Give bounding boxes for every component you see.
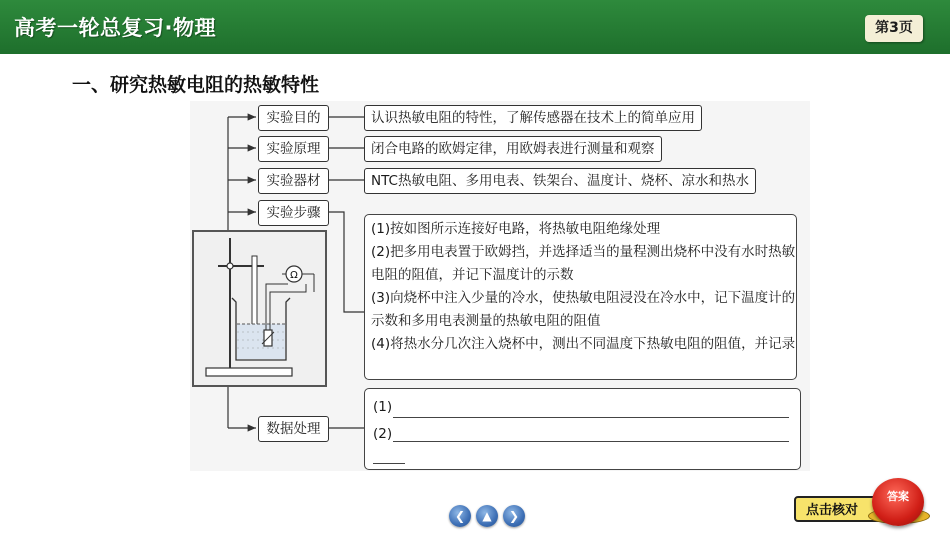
answer-button[interactable] [872, 478, 924, 526]
ohm-symbol: Ω [290, 270, 298, 281]
answer-label: 答案 [887, 490, 909, 503]
label-principle: 实验原理 [258, 136, 329, 162]
data-processing-content [364, 388, 801, 470]
answer-blank-line [393, 441, 789, 442]
label-equipment: 实验器材 [258, 168, 329, 194]
label-purpose: 实验目的 [258, 105, 329, 131]
label-steps: 实验步骤 [258, 200, 329, 226]
experiment-figure [190, 101, 810, 471]
section-title: 一、研究热敏电阻的热敏特性 [72, 74, 320, 96]
apparatus-diagram [192, 230, 327, 387]
page-number-badge: 第3页 [865, 15, 923, 42]
course-title: 高考一轮总复习·物理 [14, 16, 216, 40]
data-item-1-label: (1) [373, 399, 393, 415]
next-icon[interactable]: ❯ [503, 505, 525, 527]
step-item: (3)向烧杯中注入少量的冷水，使热敏电阻浸没在冷水中，记下温度计的示数和多用电表测量的热敏电阻的阻值 [371, 290, 796, 329]
prev-icon[interactable]: ❮ [449, 505, 471, 527]
apparatus-drawing [194, 232, 325, 385]
answer-blank-line [373, 463, 405, 464]
step-item: (2)把多用电表置于欧姆挡，并选择适当的量程测出烧杯中没有水时热敏电阻的阻值，并记下温度计的示数 [371, 244, 796, 283]
step-item: (1)按如图所示连接好电路，将热敏电阻绝缘处理 [371, 221, 661, 237]
principle-content: 闭合电路的欧姆定律，用欧姆表进行测量和观察 [364, 136, 662, 162]
step-item: (4)将热水分几次注入烧杯中，测出不同温度下热敏电阻的阻值，并记录 [371, 336, 796, 352]
home-icon[interactable]: ▲ [476, 505, 498, 527]
header-bar [0, 0, 950, 54]
label-data-processing: 数据处理 [258, 416, 329, 442]
data-item-2-label: (2) [373, 426, 393, 442]
steps-content [364, 214, 797, 380]
purpose-content: 认识热敏电阻的特性，了解传感器在技术上的简单应用 [364, 105, 702, 131]
equipment-content: NTC热敏电阻、多用电表、铁架台、温度计、烧杯、凉水和热水 [364, 168, 756, 194]
answer-blank-line [393, 417, 789, 418]
check-answer-button[interactable]: 点击核对 [794, 496, 884, 522]
